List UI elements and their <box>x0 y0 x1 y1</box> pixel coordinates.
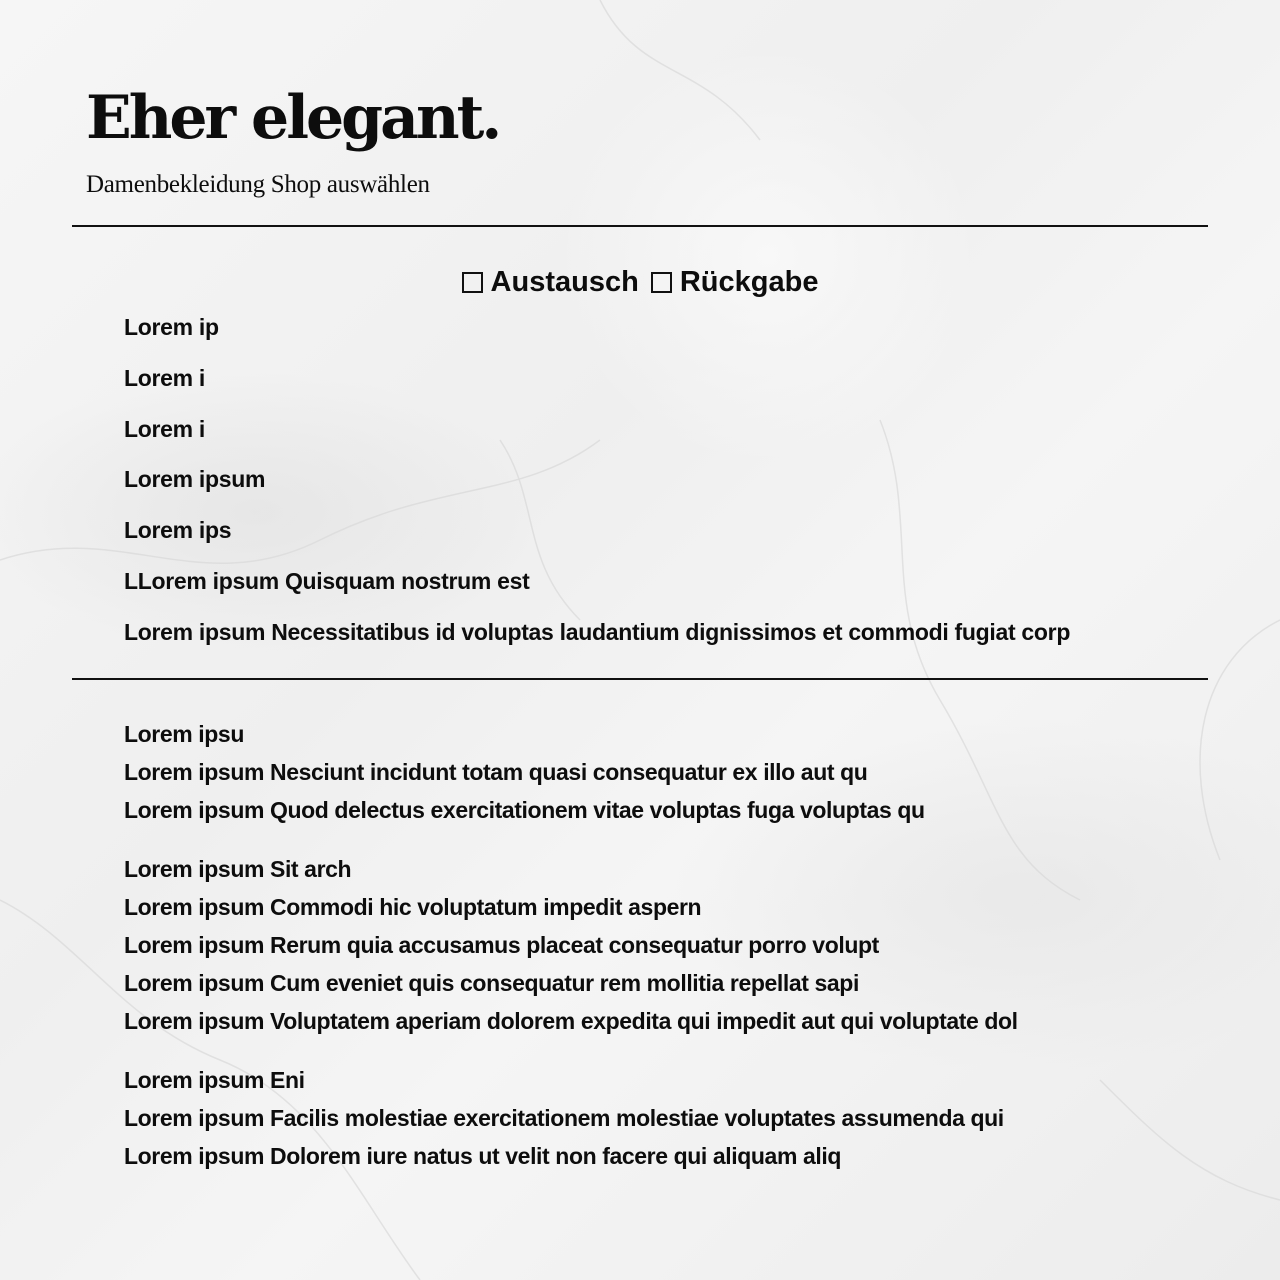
info-group-3 <box>124 1063 1018 1177</box>
info-groups <box>124 717 1018 1198</box>
field-label: LLorem ipsum Quisquam nostrum est <box>124 567 530 594</box>
page-title: Eher elegant. <box>86 83 500 153</box>
group-line: Lorem ipsum Facilis molestiae exercitationem molestiae voluptates assumenda qui <box>124 1105 1004 1131</box>
group-line: Lorem ipsum Cum eveniet quis consequatur rem mollitia repellat sapi <box>124 970 859 996</box>
field-label: Lorem ipsum Necessitatibus id voluptas laudantium dignissimos et commodi fugiat corp <box>124 618 1071 645</box>
group-line: Lorem ipsum Voluptatem aperiam dolorem expedita qui impedit aut qui voluptate dol <box>124 1008 1018 1034</box>
form-field-list <box>124 310 1070 666</box>
option-austausch[interactable] <box>462 266 639 299</box>
group-heading: Lorem ipsum Sit arch <box>124 856 352 882</box>
field-label: Lorem ipsum <box>124 466 266 493</box>
field-label: Lorem i <box>124 364 205 391</box>
group-line: Lorem ipsum Dolorem iure natus ut velit non facere qui aliquam aliq <box>124 1143 842 1169</box>
group-heading: Lorem ipsu <box>124 721 244 747</box>
field-label: Lorem ip <box>124 314 219 340</box>
group-line: Lorem ipsum Rerum quia accusamus placeat consequatur porro volupt <box>124 932 879 958</box>
option-rueckgabe[interactable] <box>651 266 819 299</box>
group-line: Lorem ipsum Nesciunt incidunt totam quasi consequatur ex illo aut qu <box>124 759 868 785</box>
option-rueckgabe-label: Rückgabe <box>679 266 819 298</box>
field-label: Lorem i <box>124 415 205 442</box>
checkbox-empty-icon[interactable] <box>462 272 483 293</box>
group-line: Lorem ipsum Quod delectus exercitationem vitae voluptas fuga voluptas qu <box>124 797 925 823</box>
option-austausch-label: Austausch <box>490 266 639 298</box>
info-group-2 <box>124 852 1018 1042</box>
group-heading: Lorem ipsum Eni <box>124 1067 305 1093</box>
group-line: Lorem ipsum Commodi hic voluptatum impedit aspern <box>124 894 702 920</box>
checkbox-empty-icon[interactable] <box>651 272 672 293</box>
request-type-options <box>0 266 1280 301</box>
page-subtitle: Damenbekleidung Shop auswählen <box>86 171 430 198</box>
divider-top <box>72 225 1208 227</box>
field-label: Lorem ips <box>124 517 232 544</box>
info-group-1 <box>124 717 1018 831</box>
divider-middle <box>72 678 1208 680</box>
